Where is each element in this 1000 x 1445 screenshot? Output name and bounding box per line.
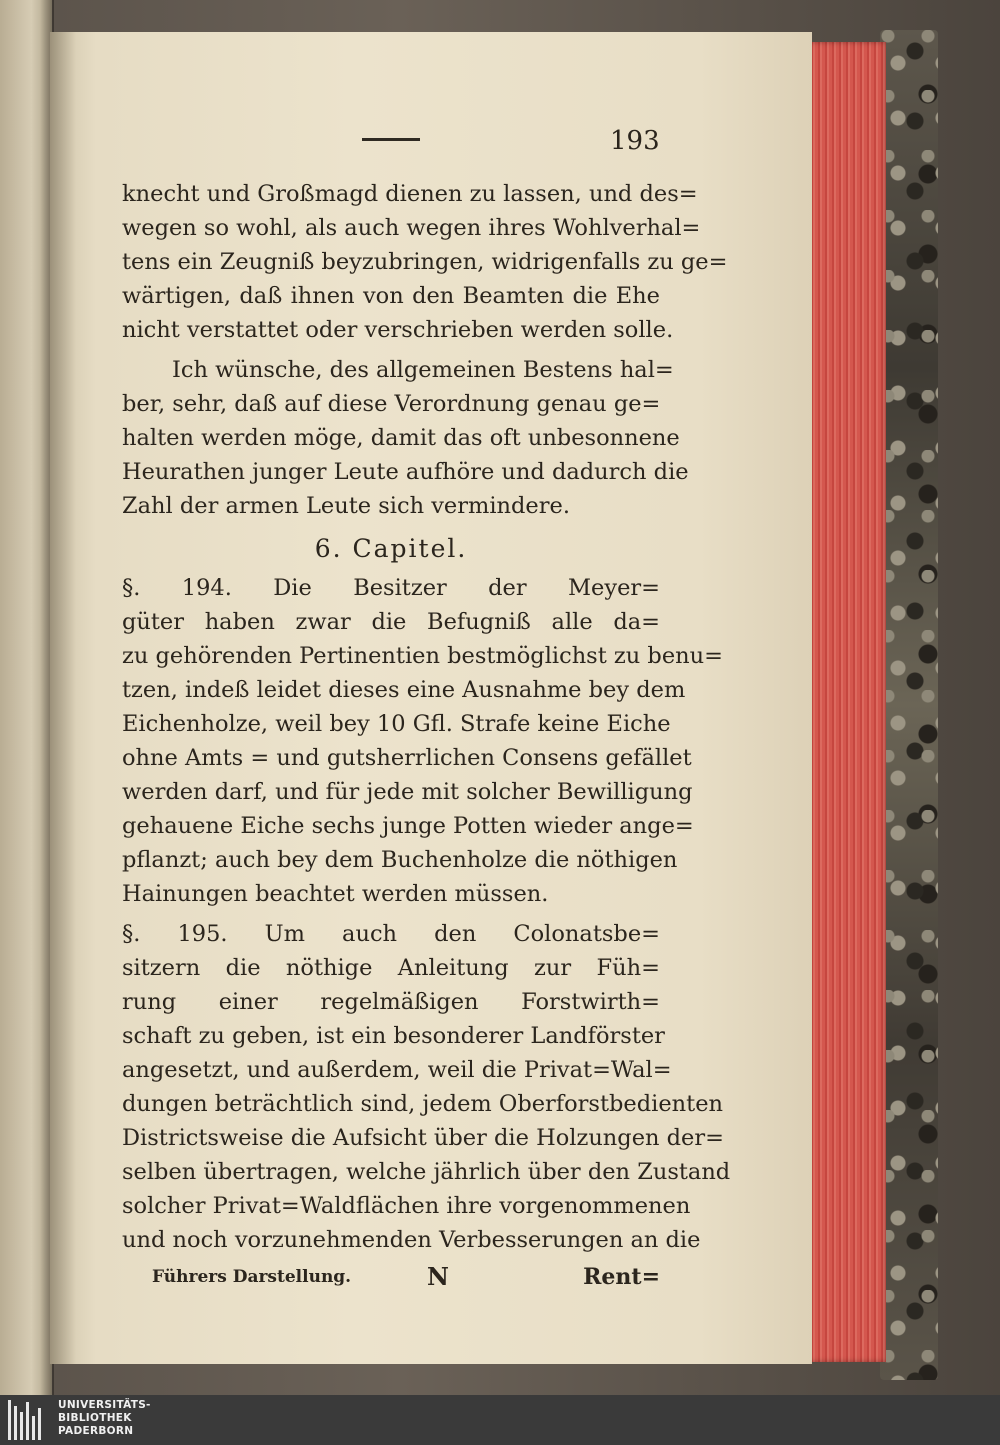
text-line: §. 195. Um auch den Colonatsbe= [122,921,660,947]
library-logo-icon [4,1398,48,1442]
signature-title: Führers Darstellung. [152,1267,352,1287]
logo-line: PADERBORN [58,1425,134,1437]
text-line: Zahl der armen Leute sich vermindere. [122,493,570,519]
book-cover-marbled [880,30,938,1380]
text-line: gehauene Eiche sechs junge Potten wieder ange= [122,813,694,839]
signature-mark: N [427,1262,449,1291]
text-line: selben übertragen, welche jährlich über den Zustand [122,1159,731,1185]
text-line: schaft zu geben, ist ein besonderer Landförster [122,1023,665,1049]
text-line: Eichenholze, weil bey 10 Gfl. Strafe keine Eiche [122,711,671,737]
text-line: Districtsweise die Aufsicht über die Holzungen der= [122,1125,724,1151]
text-line: ohne Amts = und gutsherrlichen Consens gefället [122,745,692,771]
text-line: und noch vorzunehmenden Verbesserungen an die [122,1227,701,1253]
text-line: nicht verstattet oder verschrieben werden solle. [122,317,674,343]
red-page-edges [808,42,886,1362]
text-line: zu gehörenden Pertinentien bestmöglichst zu benu= [122,643,723,669]
text-line: Heurathen junger Leute aufhöre und dadurch die [122,459,689,485]
text-line: halten werden möge, damit das oft unbesonnene [122,425,680,451]
text-line: pflanzt; auch bey dem Buchenholze die nöthigen [122,847,678,873]
library-logo-text [58,1399,151,1438]
header-rule [362,138,420,141]
text-line: tzen, indeß leidet dieses eine Ausnahme bey dem [122,677,686,703]
text-line: wärtigen, daß ihnen von den Beamten die Ehe [122,283,660,309]
text-line: §. 194. Die Besitzer der Meyer= [122,575,660,601]
text-line: ber, sehr, daß auf diese Verordnung genau ge= [122,391,661,417]
chapter-heading: 6. Capitel. [314,534,468,563]
page-gutter-shadow [50,32,76,1364]
text-line: rung einer regelmäßigen Forstwirth= [122,989,660,1015]
text-line: güter haben zwar die Befugniß alle da= [122,609,660,635]
text-line: Hainungen beachtet werden müssen. [122,881,549,907]
text-line: tens ein Zeugniß beyzubringen, widrigenfalls zu ge= [122,249,728,275]
catchword: Rent= [583,1264,660,1290]
text-line: angesetzt, und außerdem, weil die Privat=Wal= [122,1057,672,1083]
text-line: dungen beträchtlich sind, jedem Oberforstbedienten [122,1091,723,1117]
text-line: solcher Privat=Waldflächen ihre vorgenommenen [122,1193,691,1219]
signature-line [122,1262,660,1292]
text-line: werden darf, und für jede mit solcher Bewilligung [122,779,693,805]
text-line: Ich wünsche, des allgemeinen Bestens hal= [172,357,674,383]
logo-line: BIBLIOTHEK [58,1412,132,1424]
page-number: 193 [610,126,660,156]
text-line: sitzern die nöthige Anleitung zur Füh= [122,955,660,981]
text-line: knecht und Großmagd dienen zu lassen, und des= [122,181,698,207]
logo-line: UNIVERSITÄTS- [58,1399,151,1411]
text-line: wegen so wohl, als auch wegen ihres Wohlverhal= [122,215,701,241]
